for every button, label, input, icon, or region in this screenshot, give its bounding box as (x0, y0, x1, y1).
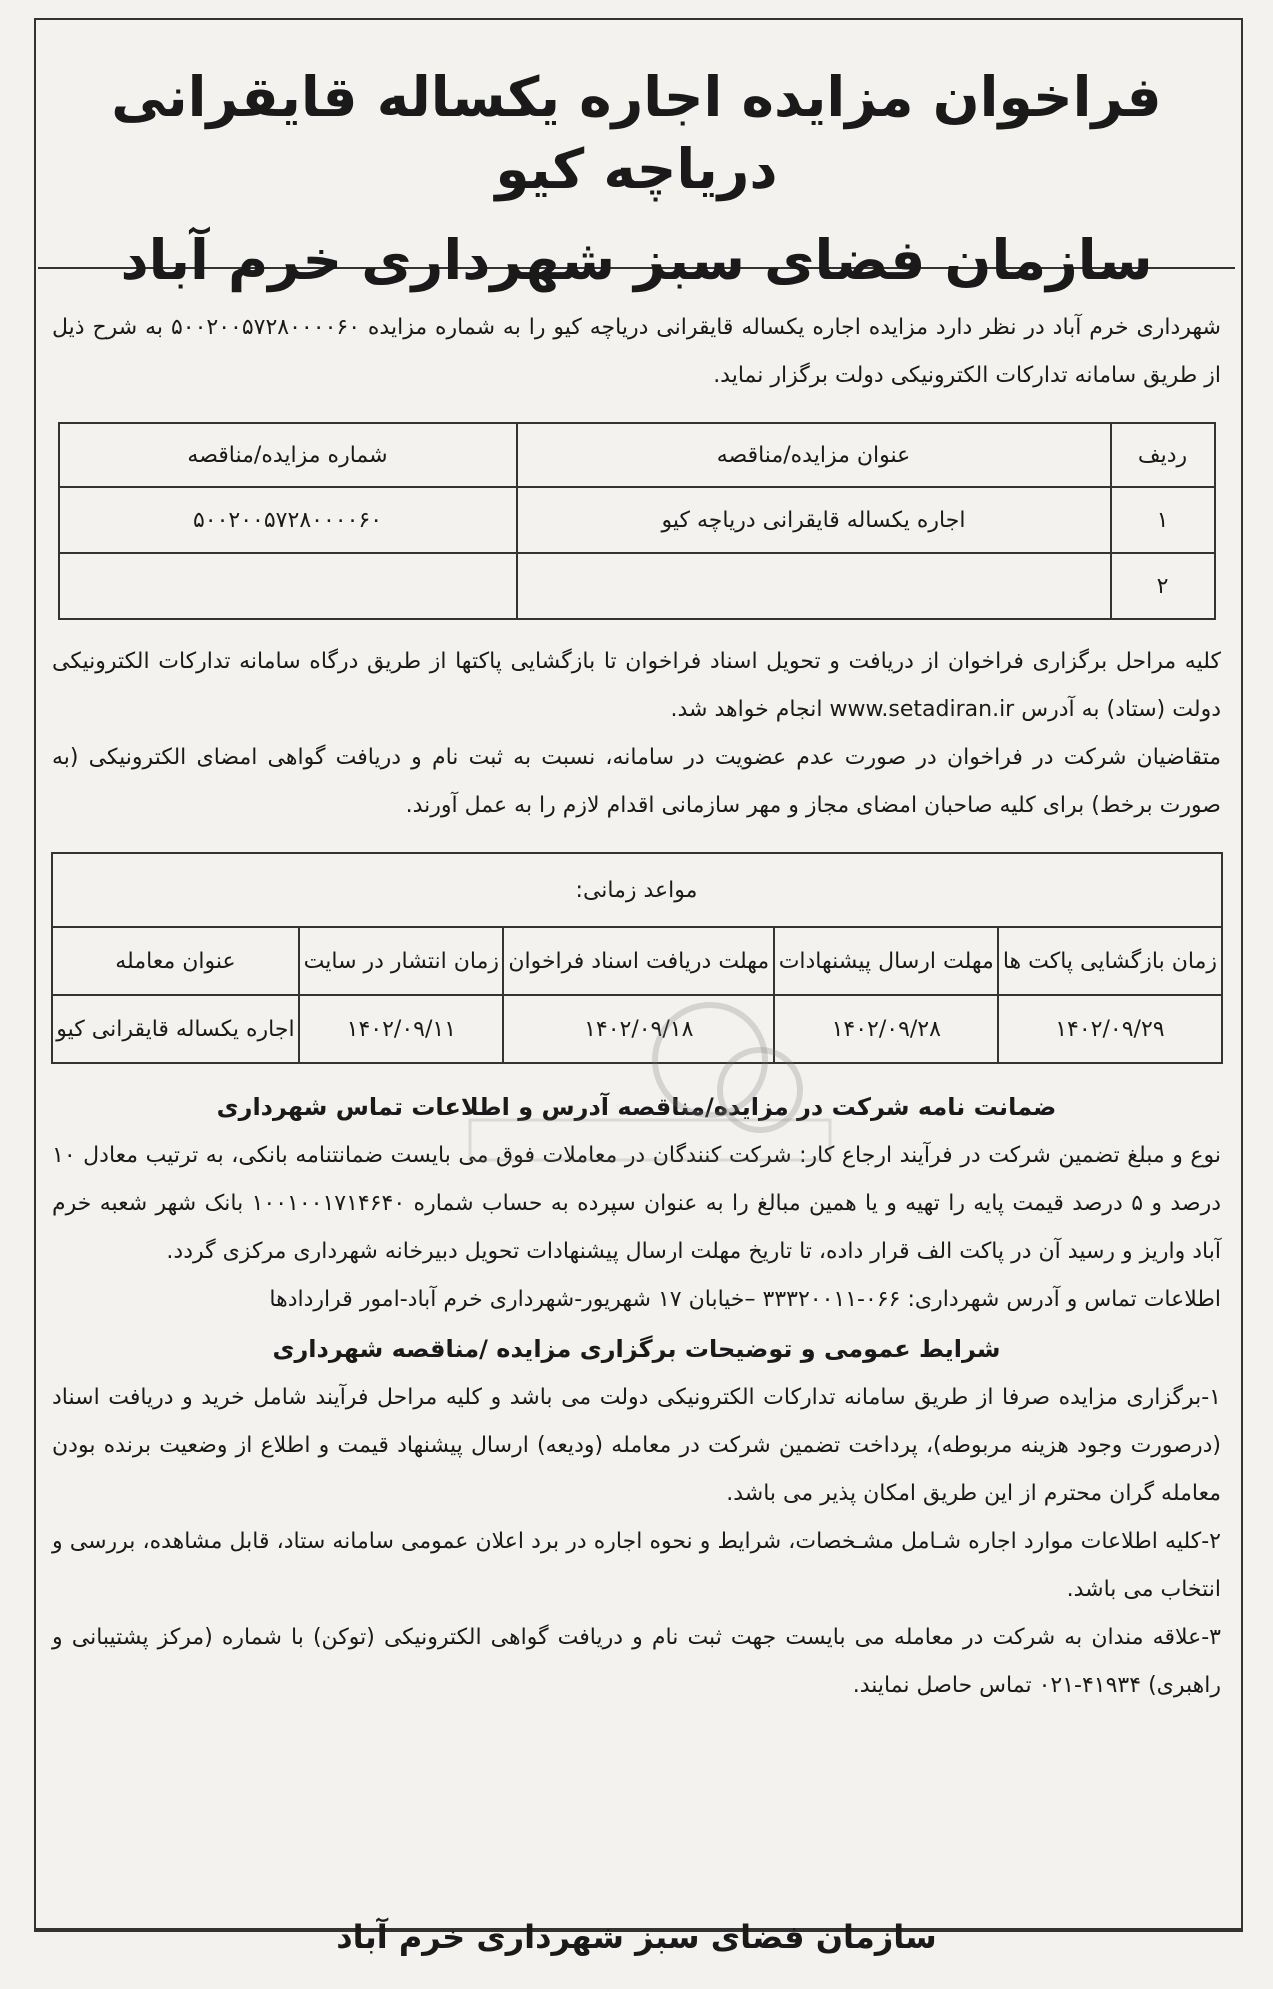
term-item-3: ۳-علاقه مندان به شرکت در معامله می بایست جهت ثبت نام و دریافت گواهی الکترونیکی (توکن) با شماره (مرکز پشتیبانی و راهبری) ۴۱۹۳۴-۰۲۱ تماس حاصل نمایند. (52, 1625, 1221, 1698)
contact-paragraph: اطلاعات تماس و آدرس شهرداری: ۰۶۶-۳۳۳۲۰۰۱۱ –خیابان ۱۷ شهریور-شهرداری خرم آباد-امور قراردادها (269, 1287, 1221, 1312)
deal-title: اجاره یکساله قایقرانی کیو (52, 995, 300, 1063)
notice-header (38, 22, 1235, 292)
stages-text-end: انجام خواهد شد. (670, 697, 823, 722)
header-submission-deadline: مهلت ارسال پیشنهادات (774, 927, 998, 995)
stages-paragraph (52, 638, 1221, 734)
header-documents-deadline: مهلت دریافت اسناد فراخوان (503, 927, 774, 995)
notice-title: فراخوان مزایده اجاره یکساله قایقرانی دریاچه کیو (111, 65, 1162, 201)
term-item-1: ۱-برگزاری مزایده صرفا از طریق سامانه تدارکات الکترونیکی دولت می باشد و کلیه مراحل فرآیند شامل خرید و دریافت اسناد (درصورت وجود هزینه مربوطه)، پرداخت تضمین شرکت در معامله (ودیعه) ارسال پیشنهاد قیمت و اطلاع از وضعیت برنده بودن معامله گران محترم از این طریق امکان پذیر می باشد. (52, 1385, 1221, 1506)
intro-paragraph: شهرداری خرم آباد در نظر دارد مزایده اجاره یکساله قایقرانی دریاچه کیو را به شماره مزایده ۵۰۰۲۰۰۵۷۲۸۰۰۰۰۶۰ به شرح ذیل از طریق سامانه تدارکات الکترونیکی دولت برگزار نماید. (52, 315, 1221, 388)
row-auction-number: ۵۰۰۲۰۰۵۷۲۸۰۰۰۰۶۰ (59, 487, 517, 553)
opening-date: ۱۴۰۲/۰۹/۲۹ (998, 995, 1221, 1063)
header-auction-title: عنوان مزایده/مناقصه (517, 423, 1111, 487)
footer-organization: سازمان فضای سبز شهرداری خرم آباد (336, 1918, 937, 1956)
setad-url-link[interactable]: www.setadiran.ir (829, 697, 1015, 722)
stages-text: کلیه مراحل برگزاری فراخوان از دریافت و تحویل اسناد فراخوان تا بازگشایی پاکتها از طریق درگاه سامانه تدارکات الکترونیکی دولت (ستاد) به آدرس (52, 649, 1221, 722)
row-index: ۲ (1111, 553, 1215, 619)
header-publish-date: زمان انتشار در سایت (299, 927, 503, 995)
term-item-2: ۲-کلیه اطلاعات موارد اجاره شـامل مشـخصات، شرایط و نحوه اجاره در برد اعلان عمومی سامانه ستاد، قابل مشاهده، بررسی و انتخاب می باشد. (52, 1529, 1221, 1602)
header-auction-number: شماره مزایده/مناقصه (59, 423, 517, 487)
documents-deadline: ۱۴۰۲/۰۹/۱۸ (503, 995, 774, 1063)
notice-subtitle: سازمان فضای سبز شهرداری خرم آباد (120, 228, 1153, 292)
applicants-paragraph: متقاضیان شرکت در فراخوان در صورت عدم عضویت در سامانه، نسبت به ثبت نام و دریافت گواهی امضای الکترونیکی (به صورت برخط) برای کلیه صاحبان امضای مجاز و مهر سازمانی اقدام لازم را به عمل آورند. (52, 745, 1221, 818)
guarantee-section-title: ضمانت نامه شرکت در مزایده/مناقصه آدرس و اطلاعات تماس شهرداری (216, 1093, 1057, 1121)
row-auction-title: اجاره یکساله قایقرانی دریاچه کیو (517, 487, 1111, 553)
schedule-caption: مواعد زمانی: (52, 853, 1222, 927)
guarantee-paragraph: نوع و مبلغ تضمین شرکت در فرآیند ارجاع کار: شرکت کنندگان در معاملات فوق می بایست ضمانتنامه بانکی، به ترتیب معادل ۱۰ درصد و ۵ درصد قیمت پایه را تهیه و یا همین مبالغ را به عنوان سپرده به حساب شماره ۱۰۰۱۰۰۱۷۱۴۶۴۰ بانک شهر شعبه خرم آباد واریز و رسید آن در پاکت الف قرار داده، تا تاریخ مهلت ارسال پیشنهادات تحویل دبیرخانه شهرداری مرکزی گردد. (52, 1143, 1221, 1264)
submission-deadline: ۱۴۰۲/۰۹/۲۸ (774, 995, 998, 1063)
row-index: ۱ (1111, 487, 1215, 553)
header-deal-title: عنوان معامله (52, 927, 300, 995)
header-row-index: ردیف (1111, 423, 1215, 487)
header-opening-date: زمان بازگشایی پاکت ها (998, 927, 1221, 995)
publish-date: ۱۴۰۲/۰۹/۱۱ (299, 995, 503, 1063)
terms-section-title: شرایط عمومی و توضیحات برگزاری مزایده /مناقصه شهرداری (272, 1335, 1001, 1363)
